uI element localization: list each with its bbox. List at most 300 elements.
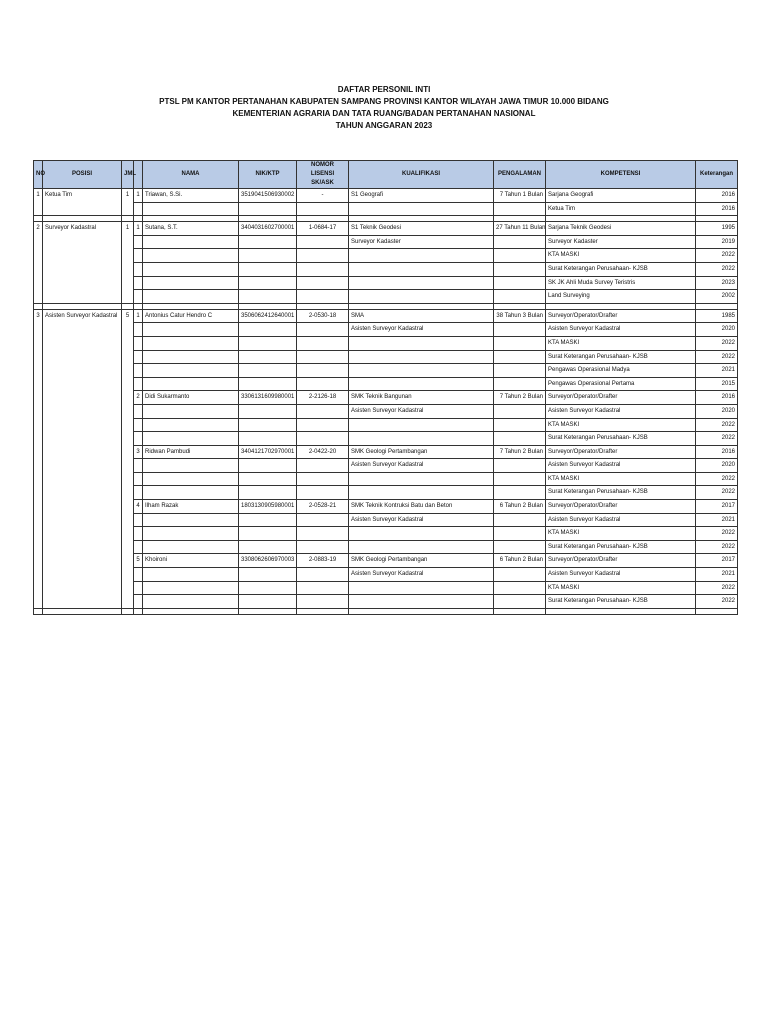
cell-nik: 3519041506930002 <box>239 189 297 203</box>
cell-keterangan: 2022 <box>696 472 738 486</box>
cell-keterangan: 2022 <box>696 581 738 595</box>
cell-sub-no <box>134 540 143 554</box>
cell-nama: Sutana, S.T. <box>143 222 239 236</box>
cell-posisi <box>43 404 122 418</box>
cell-posisi <box>43 445 122 459</box>
cell-keterangan: 2016 <box>696 391 738 405</box>
cell-posisi <box>43 472 122 486</box>
cell-no <box>34 432 43 446</box>
cell-nama <box>143 235 239 249</box>
cell-posisi <box>43 581 122 595</box>
cell-keterangan: 2002 <box>696 290 738 304</box>
table-row <box>34 222 738 236</box>
cell-no <box>34 595 43 609</box>
cell-keterangan: 2016 <box>696 445 738 459</box>
cell-posisi <box>43 323 122 337</box>
cell-no <box>34 350 43 364</box>
table-row <box>34 500 738 514</box>
cell-no <box>34 472 43 486</box>
cell-lisensi <box>297 290 349 304</box>
cell-sub-no <box>134 527 143 541</box>
cell-keterangan: 2021 <box>696 513 738 527</box>
cell-nik <box>239 262 297 276</box>
cell-kompetensi: Ketua Tim <box>546 202 696 216</box>
cell-sub-no <box>134 323 143 337</box>
cell-posisi <box>43 608 122 614</box>
table-row <box>34 486 738 500</box>
cell-nik <box>239 418 297 432</box>
cell-lisensi <box>297 513 349 527</box>
cell-keterangan: 1995 <box>696 222 738 236</box>
cell-nama: Ridwan Pambudi <box>143 445 239 459</box>
cell-nama: Khoironi <box>143 554 239 568</box>
cell-keterangan: 2022 <box>696 432 738 446</box>
table-row <box>34 404 738 418</box>
cell-no <box>34 486 43 500</box>
cell-nama: Triawan, S.Si. <box>143 189 239 203</box>
cell-no <box>34 608 43 614</box>
cell-sub-no <box>134 249 143 263</box>
cell-jml <box>122 500 134 514</box>
cell-sub-no <box>134 262 143 276</box>
cell-posisi <box>43 568 122 582</box>
cell-sub-no <box>134 290 143 304</box>
cell-no: 1 <box>34 189 43 203</box>
cell-kualifikasi <box>349 202 494 216</box>
cell-keterangan: 2022 <box>696 350 738 364</box>
cell-lisensi <box>297 581 349 595</box>
cell-kompetensi: Surveyor/Operator/Drafter <box>546 500 696 514</box>
cell-nama <box>143 404 239 418</box>
cell-kualifikasi: SMK Teknik Bangunan <box>349 391 494 405</box>
cell-posisi <box>43 336 122 350</box>
cell-jml <box>122 364 134 378</box>
cell-jml <box>122 513 134 527</box>
cell-sub-no: 2 <box>134 391 143 405</box>
cell-pengalaman: 7 Tahun 2 Bulan <box>494 445 546 459</box>
cell-kompetensi: Surat Keterangan Perusahaan- KJSB <box>546 540 696 554</box>
cell-keterangan: 2019 <box>696 235 738 249</box>
cell-pengalaman <box>494 418 546 432</box>
cell-kompetensi: Sarjana Geografi <box>546 189 696 203</box>
cell-keterangan: 2017 <box>696 500 738 514</box>
cell-keterangan: 2021 <box>696 364 738 378</box>
cell-nik <box>239 459 297 473</box>
table-row <box>34 418 738 432</box>
cell-sub-no <box>134 459 143 473</box>
cell-sub-no: 1 <box>134 222 143 236</box>
cell-nik <box>239 323 297 337</box>
cell-pengalaman: 38 Tahun 3 Bulan <box>494 309 546 323</box>
cell-kualifikasi <box>349 377 494 391</box>
cell-kualifikasi <box>349 472 494 486</box>
table-row <box>34 235 738 249</box>
cell-kualifikasi <box>349 336 494 350</box>
cell-sub-no <box>134 404 143 418</box>
cell-lisensi <box>297 608 349 614</box>
cell-kualifikasi <box>349 527 494 541</box>
cell-kompetensi: Pengawas Operasional Pertama <box>546 377 696 391</box>
cell-pengalaman: 27 Tahun 11 Bulan <box>494 222 546 236</box>
table-row <box>34 472 738 486</box>
cell-kompetensi: Surat Keterangan Perusahaan- KJSB <box>546 595 696 609</box>
cell-nama <box>143 276 239 290</box>
cell-kompetensi: Sarjana Teknik Geodesi <box>546 222 696 236</box>
cell-kompetensi: Surveyor/Operator/Drafter <box>546 391 696 405</box>
table-row <box>34 581 738 595</box>
table-row <box>34 391 738 405</box>
cell-nama <box>143 262 239 276</box>
title-line-3: KEMENTERIAN AGRARIA DAN TATA RUANG/BADAN PERTANAHAN NASIONAL <box>232 109 536 118</box>
cell-pengalaman <box>494 581 546 595</box>
header-pengalaman: PENGALAMAN <box>494 161 546 189</box>
cell-nik <box>239 249 297 263</box>
document-title <box>0 84 768 132</box>
cell-pengalaman <box>494 262 546 276</box>
cell-no <box>34 404 43 418</box>
cell-lisensi <box>297 404 349 418</box>
table-row <box>34 595 738 609</box>
cell-pengalaman: 7 Tahun 2 Bulan <box>494 391 546 405</box>
cell-kompetensi: Pengawas Operasional Madya <box>546 364 696 378</box>
cell-posisi <box>43 554 122 568</box>
cell-kompetensi: Surveyor/Operator/Drafter <box>546 554 696 568</box>
cell-lisensi <box>297 262 349 276</box>
cell-lisensi <box>297 249 349 263</box>
cell-keterangan: 2022 <box>696 336 738 350</box>
cell-no <box>34 377 43 391</box>
cell-jml <box>122 290 134 304</box>
cell-keterangan: 1985 <box>696 309 738 323</box>
cell-posisi: Surveyor Kadastral <box>43 222 122 236</box>
cell-keterangan: 2021 <box>696 568 738 582</box>
cell-no <box>34 336 43 350</box>
title-line-4: TAHUN ANGGARAN 2023 <box>335 121 433 130</box>
cell-kualifikasi <box>349 364 494 378</box>
cell-kualifikasi: Asisten Surveyor Kadastral <box>349 513 494 527</box>
cell-no <box>34 391 43 405</box>
table-row <box>34 350 738 364</box>
cell-pengalaman <box>494 459 546 473</box>
cell-nama <box>143 364 239 378</box>
table-row <box>34 262 738 276</box>
cell-kualifikasi: Asisten Surveyor Kadastral <box>349 459 494 473</box>
cell-kompetensi: Surat Keterangan Perusahaan- KJSB <box>546 486 696 500</box>
cell-posisi <box>43 364 122 378</box>
cell-nik: 1803130905980001 <box>239 500 297 514</box>
cell-nik <box>239 540 297 554</box>
table-row <box>34 336 738 350</box>
table-row <box>34 276 738 290</box>
table-row <box>34 432 738 446</box>
cell-nama <box>143 540 239 554</box>
cell-sub-no <box>134 377 143 391</box>
header-kompetensi: KOMPETENSI <box>546 161 696 189</box>
table-row <box>34 202 738 216</box>
cell-jml <box>122 445 134 459</box>
cell-nama <box>143 432 239 446</box>
cell-nik: 3306131609980001 <box>239 391 297 405</box>
cell-jml <box>122 249 134 263</box>
cell-sub-no <box>134 350 143 364</box>
cell-kompetensi: Land Surveying <box>546 290 696 304</box>
cell-kompetensi: SK JK Ahli Muda Survey Teristris <box>546 276 696 290</box>
header-jml: JML <box>122 161 134 189</box>
cell-nik: 3404031602700001 <box>239 222 297 236</box>
cell-nik: 3506062412640001 <box>239 309 297 323</box>
cell-lisensi <box>297 418 349 432</box>
table-row <box>34 309 738 323</box>
cell-nik <box>239 527 297 541</box>
cell-pengalaman <box>494 527 546 541</box>
cell-jml <box>122 323 134 337</box>
cell-posisi <box>43 459 122 473</box>
title-line-1: DAFTAR PERSONIL INTI <box>337 85 431 94</box>
cell-keterangan: 2022 <box>696 249 738 263</box>
cell-kompetensi: KTA MASKI <box>546 336 696 350</box>
cell-posisi <box>43 391 122 405</box>
cell-posisi <box>43 276 122 290</box>
cell-sub-no <box>134 472 143 486</box>
cell-nik <box>239 581 297 595</box>
table-row <box>34 377 738 391</box>
cell-posisi <box>43 262 122 276</box>
cell-jml: 1 <box>122 222 134 236</box>
cell-sub-no <box>134 568 143 582</box>
cell-no <box>34 323 43 337</box>
cell-jml <box>122 554 134 568</box>
table-row <box>34 513 738 527</box>
cell-lisensi <box>297 432 349 446</box>
cell-jml <box>122 595 134 609</box>
cell-nama <box>143 336 239 350</box>
cell-pengalaman <box>494 276 546 290</box>
cell-lisensi <box>297 350 349 364</box>
cell-kualifikasi: SMK Geologi Pertambangan <box>349 554 494 568</box>
cell-no <box>34 445 43 459</box>
cell-jml <box>122 377 134 391</box>
cell-nama <box>143 472 239 486</box>
cell-pengalaman <box>494 350 546 364</box>
cell-kualifikasi: Surveyor Kadaster <box>349 235 494 249</box>
table-header-row <box>34 161 738 189</box>
cell-lisensi <box>297 377 349 391</box>
cell-jml: 1 <box>122 189 134 203</box>
table-row <box>34 290 738 304</box>
cell-kualifikasi <box>349 432 494 446</box>
cell-pengalaman <box>494 235 546 249</box>
cell-sub-no <box>134 276 143 290</box>
cell-pengalaman <box>494 202 546 216</box>
cell-kualifikasi: Asisten Surveyor Kadastral <box>349 323 494 337</box>
cell-lisensi <box>297 540 349 554</box>
cell-nik <box>239 235 297 249</box>
cell-pengalaman <box>494 377 546 391</box>
cell-lisensi: 2-0530-18 <box>297 309 349 323</box>
cell-pengalaman <box>494 323 546 337</box>
cell-kompetensi: Surat Keterangan Perusahaan- KJSB <box>546 350 696 364</box>
cell-pengalaman <box>494 336 546 350</box>
cell-keterangan: 2022 <box>696 595 738 609</box>
cell-kualifikasi: SMK Geologi Pertambangan <box>349 445 494 459</box>
cell-no <box>34 249 43 263</box>
cell-keterangan: 2016 <box>696 202 738 216</box>
cell-kompetensi: KTA MASKI <box>546 581 696 595</box>
cell-nik <box>239 377 297 391</box>
cell-nama <box>143 249 239 263</box>
cell-jml <box>122 404 134 418</box>
cell-jml <box>122 568 134 582</box>
cell-keterangan: 2023 <box>696 276 738 290</box>
cell-lisensi <box>297 472 349 486</box>
cell-keterangan: 2022 <box>696 527 738 541</box>
cell-nama <box>143 350 239 364</box>
cell-no <box>34 290 43 304</box>
cell-keterangan: 2022 <box>696 486 738 500</box>
cell-kompetensi: Asisten Surveyor Kadastral <box>546 513 696 527</box>
cell-sub-no <box>134 202 143 216</box>
table-row <box>34 554 738 568</box>
cell-jml <box>122 336 134 350</box>
cell-nama <box>143 459 239 473</box>
cell-kompetensi: Surat Keterangan Perusahaan- KJSB <box>546 262 696 276</box>
header-posisi: POSISI <box>43 161 122 189</box>
header-keterangan: Keterangan <box>696 161 738 189</box>
cell-lisensi: 2-0422-20 <box>297 445 349 459</box>
cell-no <box>34 235 43 249</box>
cell-kualifikasi <box>349 540 494 554</box>
cell-nama: Antonius Catur Hendro C <box>143 309 239 323</box>
cell-jml <box>122 608 134 614</box>
cell-sub-no: 5 <box>134 554 143 568</box>
cell-keterangan: 2015 <box>696 377 738 391</box>
cell-kualifikasi <box>349 595 494 609</box>
cell-sub-no: 1 <box>134 309 143 323</box>
header-nik: NIK/KTP <box>239 161 297 189</box>
cell-pengalaman <box>494 595 546 609</box>
cell-kompetensi: Surveyor/Operator/Drafter <box>546 309 696 323</box>
cell-keterangan <box>696 608 738 614</box>
personnel-table <box>33 160 738 615</box>
cell-nik <box>239 290 297 304</box>
title-line-2: PTSL PM KANTOR PERTANAHAN KABUPATEN SAMPANG PROVINSI KANTOR WILAYAH JAWA TIMUR 10.000 BIDANG <box>159 97 609 106</box>
cell-no <box>34 364 43 378</box>
cell-lisensi <box>297 323 349 337</box>
cell-pengalaman: 7 Tahun 1 Bulan <box>494 189 546 203</box>
cell-kompetensi: Surveyor/Operator/Drafter <box>546 445 696 459</box>
cell-kompetensi: Surat Keterangan Perusahaan- KJSB <box>546 432 696 446</box>
cell-kompetensi: Asisten Surveyor Kadastral <box>546 404 696 418</box>
cell-jml <box>122 202 134 216</box>
cell-pengalaman <box>494 249 546 263</box>
cell-kompetensi: KTA MASKI <box>546 249 696 263</box>
cell-jml <box>122 418 134 432</box>
cell-lisensi: 2-0528-21 <box>297 500 349 514</box>
cell-nama <box>143 568 239 582</box>
cell-kualifikasi: S1 Geografi <box>349 189 494 203</box>
header-lisensi: NOMOR LISENSI SK/ASK <box>297 161 349 189</box>
cell-pengalaman: 6 Tahun 2 Bulan <box>494 500 546 514</box>
cell-nama <box>143 486 239 500</box>
table-row <box>34 568 738 582</box>
cell-posisi <box>43 527 122 541</box>
cell-pengalaman <box>494 568 546 582</box>
cell-pengalaman <box>494 364 546 378</box>
cell-nik <box>239 404 297 418</box>
cell-posisi <box>43 595 122 609</box>
cell-posisi <box>43 235 122 249</box>
cell-sub-no <box>134 432 143 446</box>
table-row <box>34 459 738 473</box>
cell-sub-no: 3 <box>134 445 143 459</box>
cell-lisensi <box>297 276 349 290</box>
table-row <box>34 249 738 263</box>
cell-pengalaman <box>494 486 546 500</box>
cell-keterangan: 2020 <box>696 404 738 418</box>
cell-kompetensi: Asisten Surveyor Kadastral <box>546 459 696 473</box>
cell-nik <box>239 472 297 486</box>
cell-sub-no <box>134 486 143 500</box>
cell-no: 3 <box>34 309 43 323</box>
cell-jml <box>122 391 134 405</box>
cell-sub-no <box>134 364 143 378</box>
cell-pengalaman <box>494 472 546 486</box>
cell-sub-no <box>134 595 143 609</box>
cell-no <box>34 540 43 554</box>
header-kualifikasi: KUALIFIKASI <box>349 161 494 189</box>
cell-kualifikasi <box>349 290 494 304</box>
cell-keterangan: 2022 <box>696 540 738 554</box>
cell-posisi: Ketua Tim <box>43 189 122 203</box>
cell-jml <box>122 472 134 486</box>
cell-lisensi: 2-2126-18 <box>297 391 349 405</box>
cell-lisensi <box>297 235 349 249</box>
cell-nik <box>239 486 297 500</box>
cell-jml <box>122 527 134 541</box>
cell-kualifikasi <box>349 486 494 500</box>
cell-kualifikasi: Asisten Surveyor Kadastral <box>349 568 494 582</box>
cell-posisi <box>43 202 122 216</box>
cell-nik: 3308062606970003 <box>239 554 297 568</box>
cell-jml <box>122 235 134 249</box>
table-row <box>34 189 738 203</box>
cell-sub-no <box>134 581 143 595</box>
cell-lisensi <box>297 486 349 500</box>
cell-lisensi <box>297 202 349 216</box>
cell-nik <box>239 336 297 350</box>
cell-pengalaman <box>494 513 546 527</box>
cell-lisensi: 2-0883-19 <box>297 554 349 568</box>
cell-keterangan: 2022 <box>696 262 738 276</box>
cell-lisensi <box>297 336 349 350</box>
cell-lisensi <box>297 364 349 378</box>
cell-sub-no <box>134 513 143 527</box>
cell-keterangan: 2022 <box>696 418 738 432</box>
cell-nama <box>143 595 239 609</box>
cell-posisi <box>43 290 122 304</box>
cell-keterangan: 2017 <box>696 554 738 568</box>
cell-kualifikasi <box>349 581 494 595</box>
cell-posisi <box>43 377 122 391</box>
cell-lisensi <box>297 527 349 541</box>
cell-pengalaman: 6 Tahun 2 Bulan <box>494 554 546 568</box>
cell-jml <box>122 459 134 473</box>
cell-kualifikasi <box>349 249 494 263</box>
cell-lisensi <box>297 595 349 609</box>
cell-kualifikasi <box>349 418 494 432</box>
cell-nik <box>239 276 297 290</box>
cell-kompetensi: KTA MASKI <box>546 527 696 541</box>
